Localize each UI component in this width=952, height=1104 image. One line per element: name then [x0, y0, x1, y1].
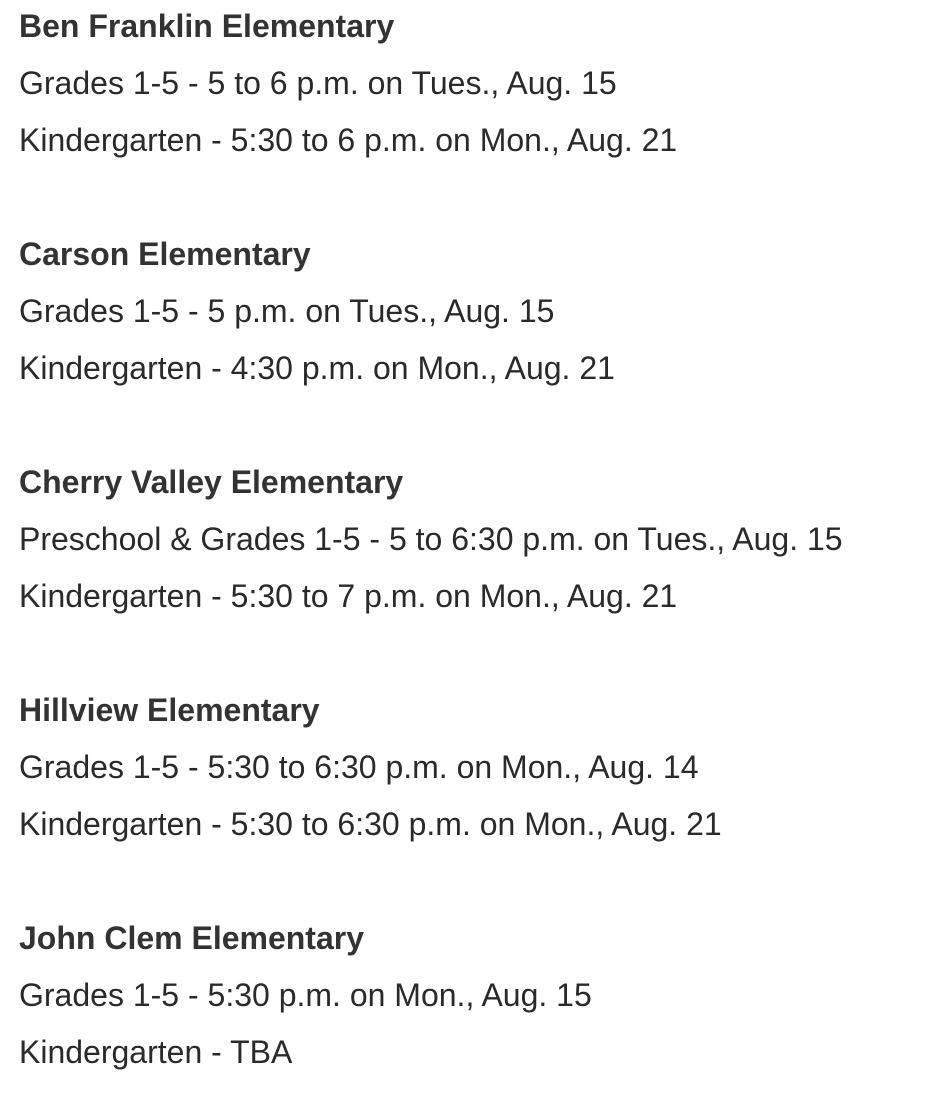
- schedule-kindergarten: Kindergarten - 5:30 to 6 p.m. on Mon., Aug. 21: [19, 122, 678, 158]
- schedule-kindergarten: Kindergarten - TBA: [19, 1034, 293, 1070]
- schedule-kindergarten: Kindergarten - 4:30 p.m. on Mon., Aug. 21: [19, 350, 615, 386]
- school-ben-franklin: [19, 0, 944, 171]
- schedule-kindergarten: Kindergarten - 5:30 to 6:30 p.m. on Mon., Aug. 21: [19, 806, 722, 842]
- schedule-kindergarten: Kindergarten - 5:30 to 7 p.m. on Mon., Aug. 21: [19, 578, 678, 614]
- school-john-clem: [19, 912, 944, 1083]
- school-hillview: [19, 684, 944, 855]
- school-name: Carson Elementary: [19, 236, 311, 272]
- school-cherry-valley: [19, 456, 944, 627]
- school-name: John Clem Elementary: [19, 920, 364, 956]
- schedule-grades: Grades 1-5 - 5:30 to 6:30 p.m. on Mon., Aug. 14: [19, 749, 699, 785]
- school-carson: [19, 228, 944, 399]
- schedule-grades: Grades 1-5 - 5 p.m. on Tues., Aug. 15: [19, 293, 555, 329]
- school-name: Cherry Valley Elementary: [19, 464, 404, 500]
- schedule-grades: Grades 1-5 - 5:30 p.m. on Mon., Aug. 15: [19, 977, 592, 1013]
- schedule-preschool-grades: Preschool & Grades 1-5 - 5 to 6:30 p.m. on Tues., Aug. 15: [19, 521, 843, 557]
- schedule-grades: Grades 1-5 - 5 to 6 p.m. on Tues., Aug. 15: [19, 65, 617, 101]
- school-name: Ben Franklin Elementary: [19, 8, 395, 44]
- school-name: Hillview Elementary: [19, 692, 320, 728]
- school-schedule-list: [19, 0, 944, 1083]
